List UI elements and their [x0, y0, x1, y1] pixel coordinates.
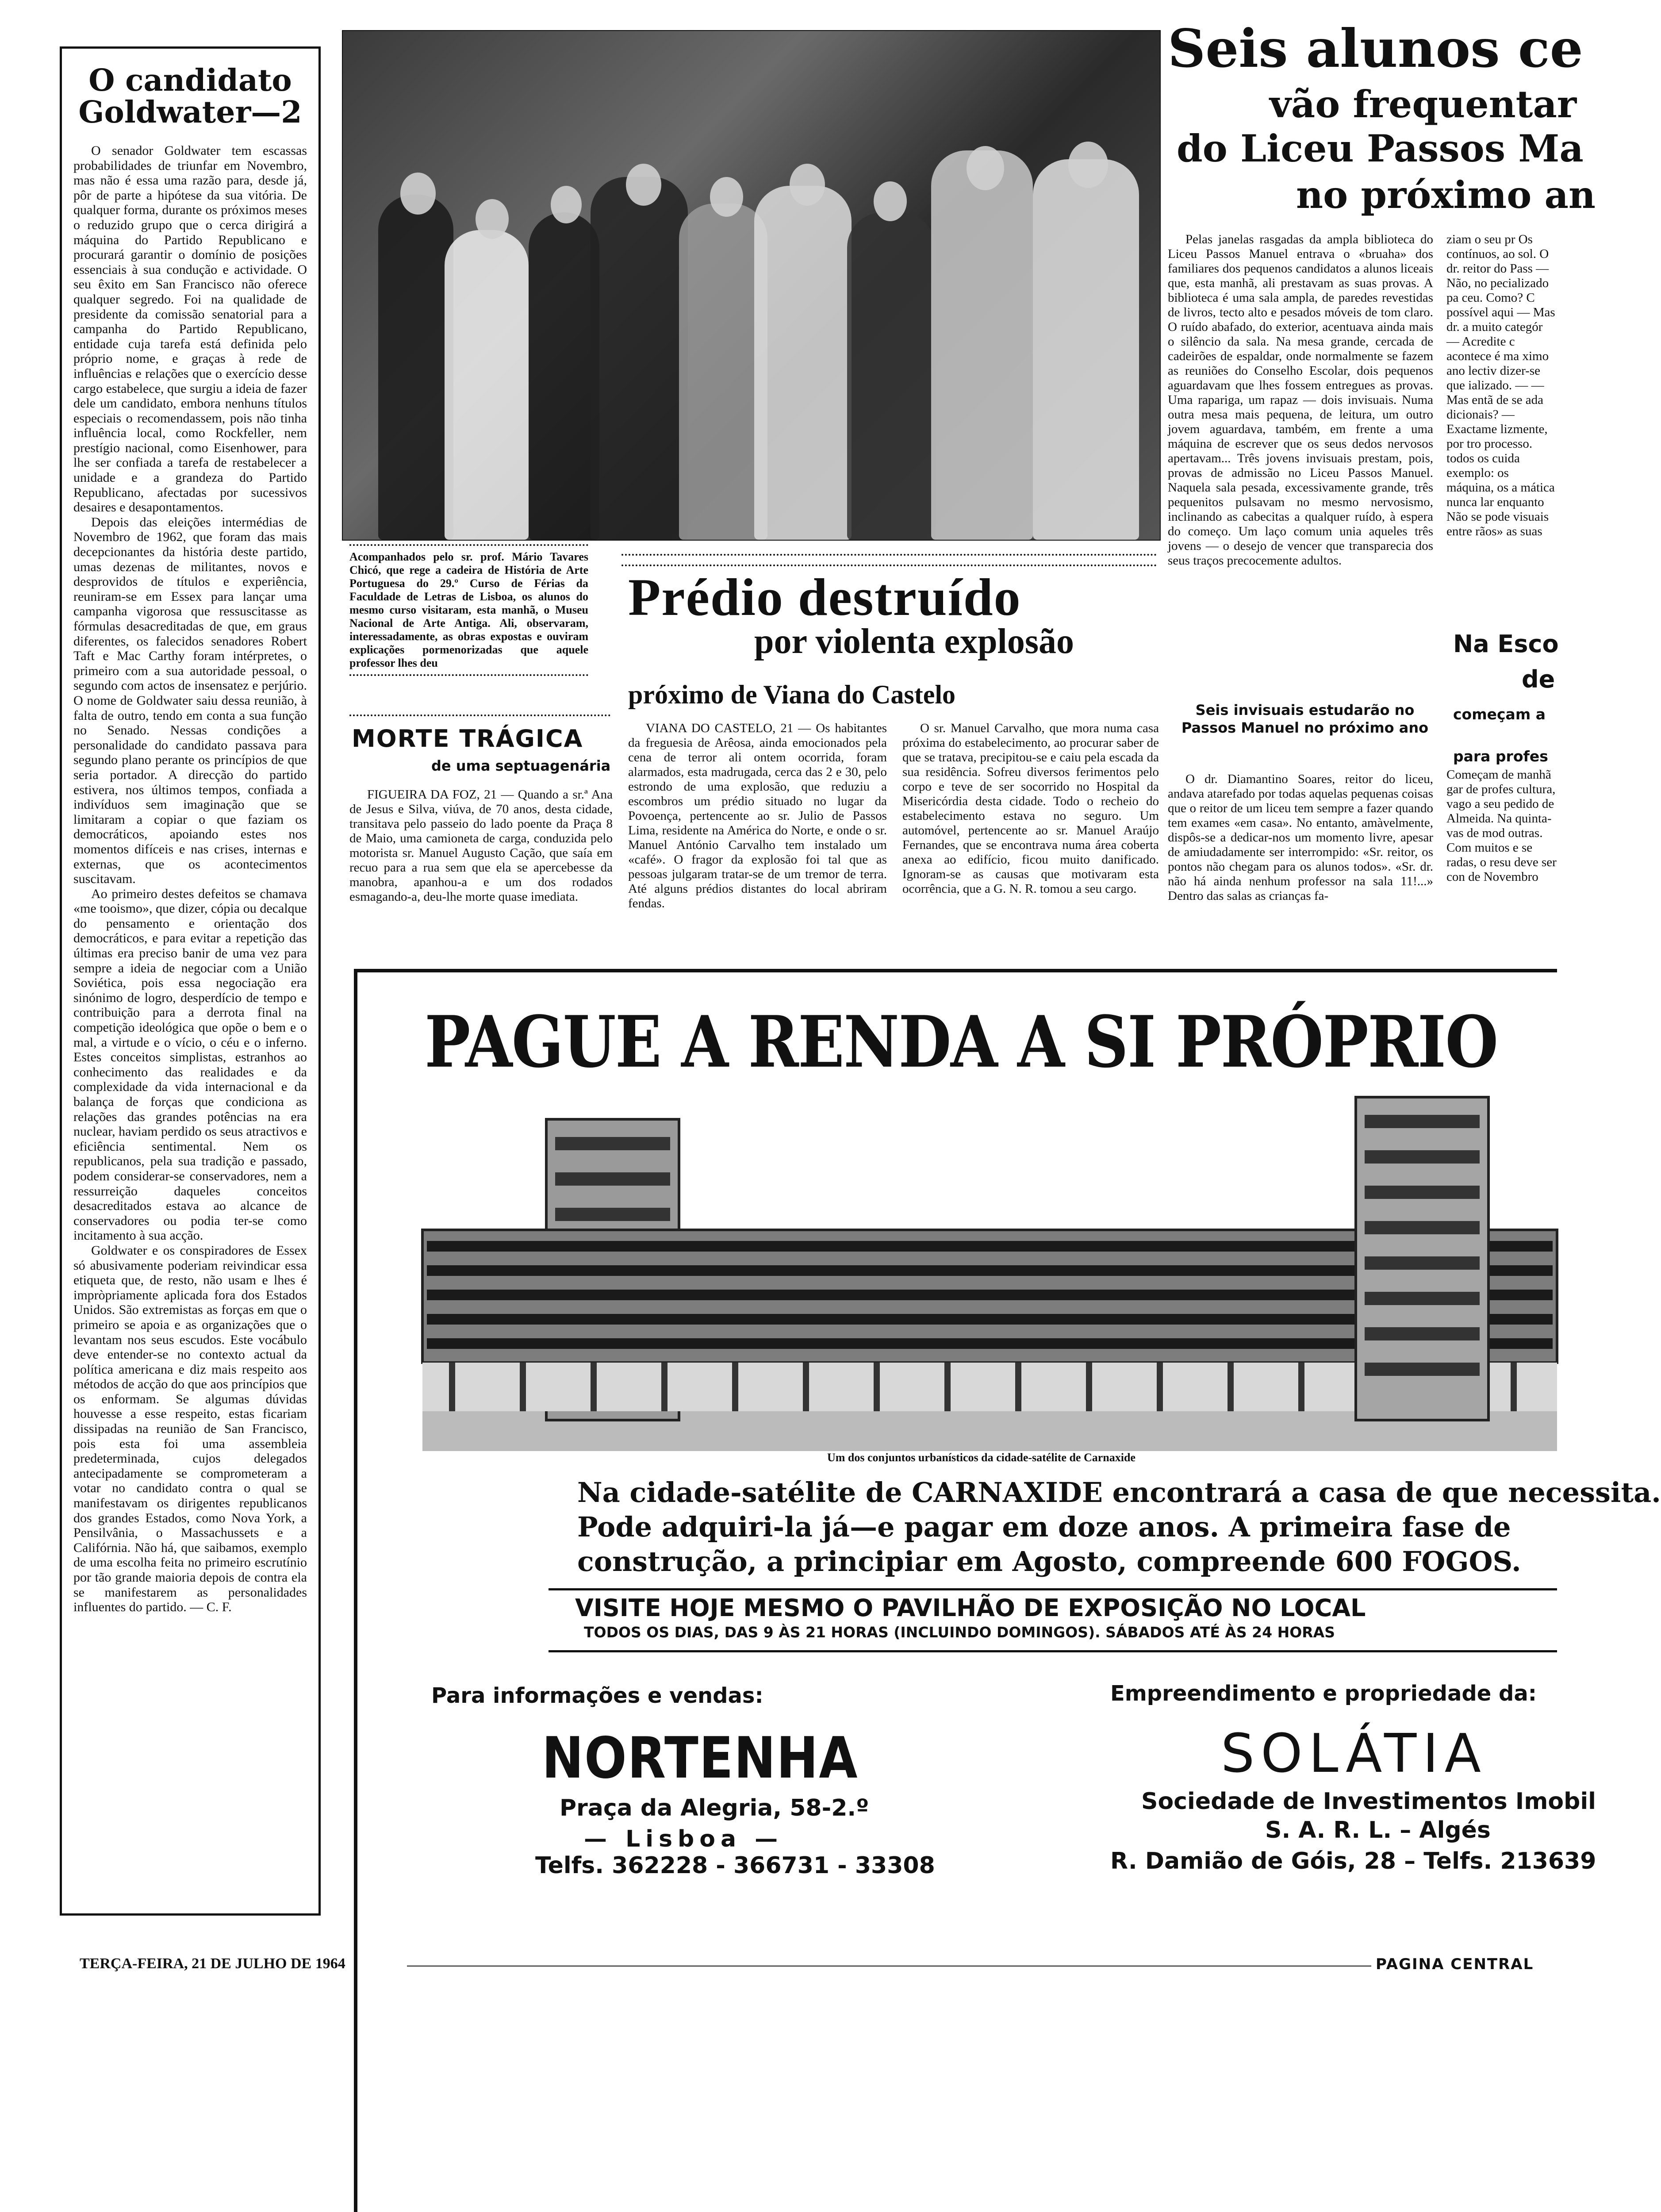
- goldwater-paragraph: O senador Goldwater tem escassas probabilidades de triunfar em Novembro, mas não é essa uma razão para, desde já, pôr de parte a hipótese da sua vitória. De qualquer forma, durante os próximos meses o reduzido grupo que o cerca dirigirá a máquina do Partido Republicano e procurará garantir o domínio de posições essenciais à sua condução e actividade. O seu êxito em San Francisco não oferece qualquer segredo. Foi na qualidade de presidente da comissão senatorial para a campanha do Partido Republicano, entidade cuja tarefa está definida pelo próprio nome, e graças à rede de influências e relações que o exercício desse cargo estabelece, que surgiu a ideia de fazer dele um candidato, embora nenhuns títulos especiais o recomendassem, pois não tinha influência local, como Rockfeller, nem prestígio nacional, como Eisenhower, para lhe ser confiada a tarefa de restabelecer a unidade e a grandeza do Partido Republicano, afectadas por sucessivos desaires e desapontamentos.: [73, 143, 307, 515]
- seis-paragraph: O dr. Diamantino Soares, reitor do liceu, andava atarefado por todas aquelas pequenas coisas que o reitor de um liceu tem sempre a fazer quando tem exames «em casa». No entanto, amàvelmente, dispôs-se a dedicar-nos um momento livre, apesar de amiudadamente ser interrompido: «Sr. reitor, os pontos não chegam para os alunos todos». «Sr. dr. não há ainda nenhum professor na sala 11!...» Dentro das salas as crianças fa-: [1168, 772, 1433, 903]
- escola-paragraph: Começam de manhã gar de profes cultura, vago a seu pedido de Almeida. Na quinta- vas de mod outras. Com muitos e se radas, o resu deve ser con de Novembro: [1446, 768, 1557, 884]
- seis-headline-3: do Liceu Passos Ma: [1177, 127, 1584, 170]
- predio-column-2: [902, 721, 1159, 896]
- footer-page-label: PAGINA CENTRAL: [1371, 1955, 1534, 1973]
- morte-body: [349, 787, 613, 904]
- ad-text-line: construção, a principiar em Agosto, compreende 600 FOGOS.: [577, 1545, 1521, 1578]
- morte-paragraph: FIGUEIRA DA FOZ, 21 — Quando a sr.ª Ana de Jesus e Silva, viúva, de 70 anos, desta cidade, transitava pelo passeio do lado poente da Praça 8 de Maio, uma camioneta de carga, conduzida pelo motorista sr. Manuel Augusto Cação, que saía em recuo para a rua sem que ela se apercebesse da manobra, apanhou-a e um dos rodados esmagando-a, deu-lhe morte quase imediata.: [349, 787, 613, 904]
- seis-headline-2: vão frequentar: [1270, 82, 1577, 126]
- predio-headline-2: por violenta explosão: [754, 622, 1074, 661]
- ad-text-line: Na cidade-satélite de CARNAXIDE encontrará a casa de que necessita.: [577, 1476, 1661, 1509]
- goldwater-paragraph: Depois das eleições intermédias de Novembro de 1962, que foram das mais decepcionantes da história deste partido, umas dezenas de militantes, novos e desprovidos de títulos e experiência, reuniram-se em Essex para lançar uma campanha vigorosa que ressuscitasse as fórmulas desacreditadas de que, em graus diferentes, os falecidos senadores Robert Taft e Mac Carthy foram intérpretes, o primeiro com a sua autoridade pessoal, o segundo com actos de insensatez e perjúrio. O nome de Goldwater saiu dessa reunião, à falta de outro, tendo em conta a sua função no Senado. Nessas condições a personalidade do candidato passava para segundo plano perante os princípios de que seria portador. A direcção do partido estivera, nos últimos tempos, confiada a indivíduos sem imaginação que se limitaram a copiar o que faziam os democráticos, apoiando estes nos momentos difíceis e nas crises, internas e externas, que os acontecimentos suscitavam.: [73, 515, 307, 887]
- museum-visit-photo: [342, 30, 1161, 541]
- solatia-logo: SOLÁTIA: [1221, 1723, 1487, 1785]
- predio-paragraph: VIANA DO CASTELO, 21 — Os habitantes da freguesia de Arêosa, ainda emocionados pela cena de terror ali ontem ocorrida, foram alarmados, esta madrugada, cerca das 2 e 30, pelo estrondo de uma explosão, que reduziu a escombros um prédio situado no lugar da Povoença, pertencente ao sr. Julio de Passos Lima, residente na América do Norte, e onde o sr. Manuel António Carvalho tem instalado um «café». O fragor da explosão foi tal que as pessoas julgaram tratar-se de um tremor de terra. Até alguns prédios distantes do local abriram fendas.: [628, 721, 887, 910]
- ad-photo-caption: Um dos conjuntos urbanísticos da cidade-satélite de Carnaxide: [827, 1451, 1135, 1464]
- seis-paragraph: ziam o seu pr Os contínuos, ao sol. O dr. reitor do Pass — Não, no pecializado pa ceu. Como? C possível aqui — Mas dr. a muito categór — Acredite c acontece é ma ximo ano lectiv dizer-se que ializado. — — Mas entã de se ada dicionais? — Exactame lizmente, por tro processo. todos os cuida exemplo: os máquina, os a mática nunca lar enquanto Não se pode visuais entre rãos» as suas: [1446, 232, 1555, 538]
- photo-caption: Acompanhados pelo sr. prof. Mário Tavares Chicó, que rege a cadeira de História de Arte Portuguesa do 29.º Curso de Férias da Faculdade de Letras de Lisboa, os alunos do mesmo curso visitaram, esta manhã, o Museu Nacional de Arte Antiga. Ali, observaram, interessadamente, as obras expostas e ouviram explicações pormenorizadas que aquele professor lhes deu: [349, 544, 588, 676]
- predio-headline: Prédio destruído: [628, 568, 1021, 626]
- escola-headline-4: para profes: [1453, 748, 1548, 765]
- seis-column-1: [1168, 232, 1433, 568]
- goldwater-headline: O candidato Goldwater—2: [78, 63, 302, 130]
- escola-headline-3: começam a: [1453, 706, 1546, 723]
- seis-headline-4: no próximo an: [1296, 173, 1596, 217]
- escola-body: [1446, 768, 1557, 884]
- seis-subhead: Seis invisuais estudarão no Passos Manuel no próximo ano: [1181, 702, 1429, 736]
- morte-headline: MORTE TRÁGICA: [352, 725, 583, 753]
- escola-headline-1: Na Esco: [1453, 630, 1559, 658]
- predio-paragraph: O sr. Manuel Carvalho, que mora numa casa próxima do estabelecimento, ao procurar saber de que se tratava, precipitou-se e caiu pela escada da sua residência. Sofreu diversos ferimentos pelo corpo e teve de ser socorrido no Hospital da Misericórdia desta cidade. Todo o recheio do estabelecimento estava no seguro. Um automóvel, pertencente ao sr. Manuel Araújo Fernandes, que se encontrava numa área coberta anexa ao edifício, ficou muito danificado. Ignoram-se as causas que motivaram esta ocorrência, que a G. N. R. tomou a seu cargo.: [902, 721, 1159, 896]
- seis-headline-1: Seis alunos ce: [1168, 18, 1583, 79]
- nortenha-logo: NORTENHA: [542, 1725, 859, 1791]
- ad-building-photo: [422, 1088, 1557, 1451]
- footer-date: TERÇA-FEIRA, 21 DE JULHO DE 1964: [80, 1955, 350, 1972]
- goldwater-body: [73, 143, 307, 1615]
- nortenha-address: Praça da Alegria, 58-2.º: [560, 1795, 869, 1821]
- solatia-company-line: Sociedade de Investimentos Imobil: [1141, 1788, 1596, 1815]
- ad-info-label: Para informações e vendas:: [431, 1683, 763, 1708]
- morte-subhead: de uma septuagenária: [431, 757, 611, 774]
- nortenha-phone: Telfs. 362228 - 366731 - 33308: [535, 1852, 935, 1879]
- ad-hours-text: TODOS OS DIAS, DAS 9 ÀS 21 HORAS (INCLUINDO DOMINGOS). SÁBADOS ATÉ ÀS 24 HORAS: [584, 1624, 1335, 1641]
- ad-developer-label: Empreendimento e propriedade da:: [1110, 1681, 1537, 1706]
- divider: [349, 714, 610, 716]
- divider: [621, 554, 1157, 566]
- predio-subhead: próximo de Viana do Castelo: [628, 680, 956, 709]
- ad-text-line: Pode adquiri-la já—e pagar em doze anos. A primeira fase de: [577, 1511, 1511, 1543]
- solatia-address-line: R. Damião de Góis, 28 – Telfs. 213639: [1110, 1848, 1596, 1874]
- goldwater-paragraph: Ao primeiro destes defeitos se chamava «me tooismo», que dizer, cópia ou decalque do pensamento e orientação dos democráticos, e para evitar a repetição das últimas era preciso banir de uma vez para sempre a ideia de negociar com a União Soviética, pois essa negociação era sinónimo de logro, desperdício de tempo e contribuição para a derrota final na competição ideológica que opõe o bem e o mal, a virtude e o vício, o céu e o inferno. Estes conceitos simplistas, estranhos ao conhecimento das realidades e da complexidade da vida internacional e da balança de forças que condiciona as relações das grandes potências na era nuclear, haviam perdido os seus atractivos e eficiência sentimental. Nem os republicanos, pela sua tradição e passado, podem considerar-se conservadores, nem a ressurreição daqueles conceitos desacreditados estava ao alcance de conservadores ou podia ter-se como incitamento à sua acção.: [73, 886, 307, 1243]
- solatia-location-line: S. A. R. L. – Algés: [1265, 1817, 1491, 1843]
- seis-column-2: [1446, 232, 1557, 539]
- divider: [549, 1588, 1557, 1590]
- seis-column-1b: [1168, 772, 1433, 903]
- goldwater-article: [60, 46, 321, 1916]
- escola-headline-2: de: [1522, 665, 1555, 693]
- goldwater-paragraph: Goldwater e os conspiradores de Essex só abusivamente poderiam reivindicar essa etiqueta que, de resto, não usam e lhes é impròpriamente aplicada fora dos Estados Unidos. São extremistas as forças em que o primeiro se apoia e as organizações que o levantam nos seus escudos. Este vocábulo deve entender-se no contexto actual da política americana e diz mais respeito aos métodos de acção do que aos princípios que os enformam. Se algumas dúvidas houvesse a esse respeito, estas ficariam dissipadas na reunião de San Francisco, pois esta foi uma assembleia predeterminada, cujos delegados antecipadamente se comprometeram a votar no candidato contra o qual se manifestavam os dirigentes republicanos dos grandes Estados, como Nova York, a Pensilvânia, o Massachussets e a Califórnia. Não há, que saibamos, exemplo de uma escolha feita no primeiro escrutínio por tão grande maioria depois de contra ela se manifestarem as personalidades influentes do partido. — C. F.: [73, 1243, 307, 1615]
- ad-visit-text: VISITE HOJE MESMO O PAVILHÃO DE EXPOSIÇÃO NO LOCAL: [575, 1594, 1366, 1622]
- predio-column-1: [628, 721, 887, 911]
- ad-title: PAGUE A RENDA A SI PRÓPRIO: [425, 1000, 1498, 1083]
- seis-paragraph: Pelas janelas rasgadas da ampla biblioteca do Liceu Passos Manuel entrava o «bruaha» dos familiares dos pequenos candidatos a alunos liceais que, esta manhã, ali prestavam as suas provas. A biblioteca é uma sala ampla, de paredes revestidas de livros, tecto alto e pesados móveis de tom claro. O ruído abafado, do exterior, acentuava ainda mais o silêncio da sala. Na mesa grande, cercada de cadeirões de espaldar, onde normalmente se fazem as reuniões do Conselho Escolar, dois pequenos aguardavam que lhes fossem entregues as provas. Uma rapariga, um rapaz — dois invisuais. Numa outra mesa mais pequena, de leitura, um outro jovem aguardava, também, em frente a uma máquina de escrever que os seus dedos nervosos apertavam... Três jovens invisuais prestam, pois, provas de admissão no Liceu Passos Manuel. Naquela sala pesada, excessivamente grande, três pequenitos pulsavam no mesmo nervosismo, inclinando as cabecitas a qualquer ruído, à espera do começo. Um laço comum unia aqueles três jovens — o desejo de vencer que transparecia dos seus traços precocemente adultos.: [1168, 232, 1433, 568]
- ad-body-text: [577, 1475, 1661, 1579]
- divider: [549, 1650, 1557, 1652]
- nortenha-city: — Lisboa —: [584, 1826, 783, 1852]
